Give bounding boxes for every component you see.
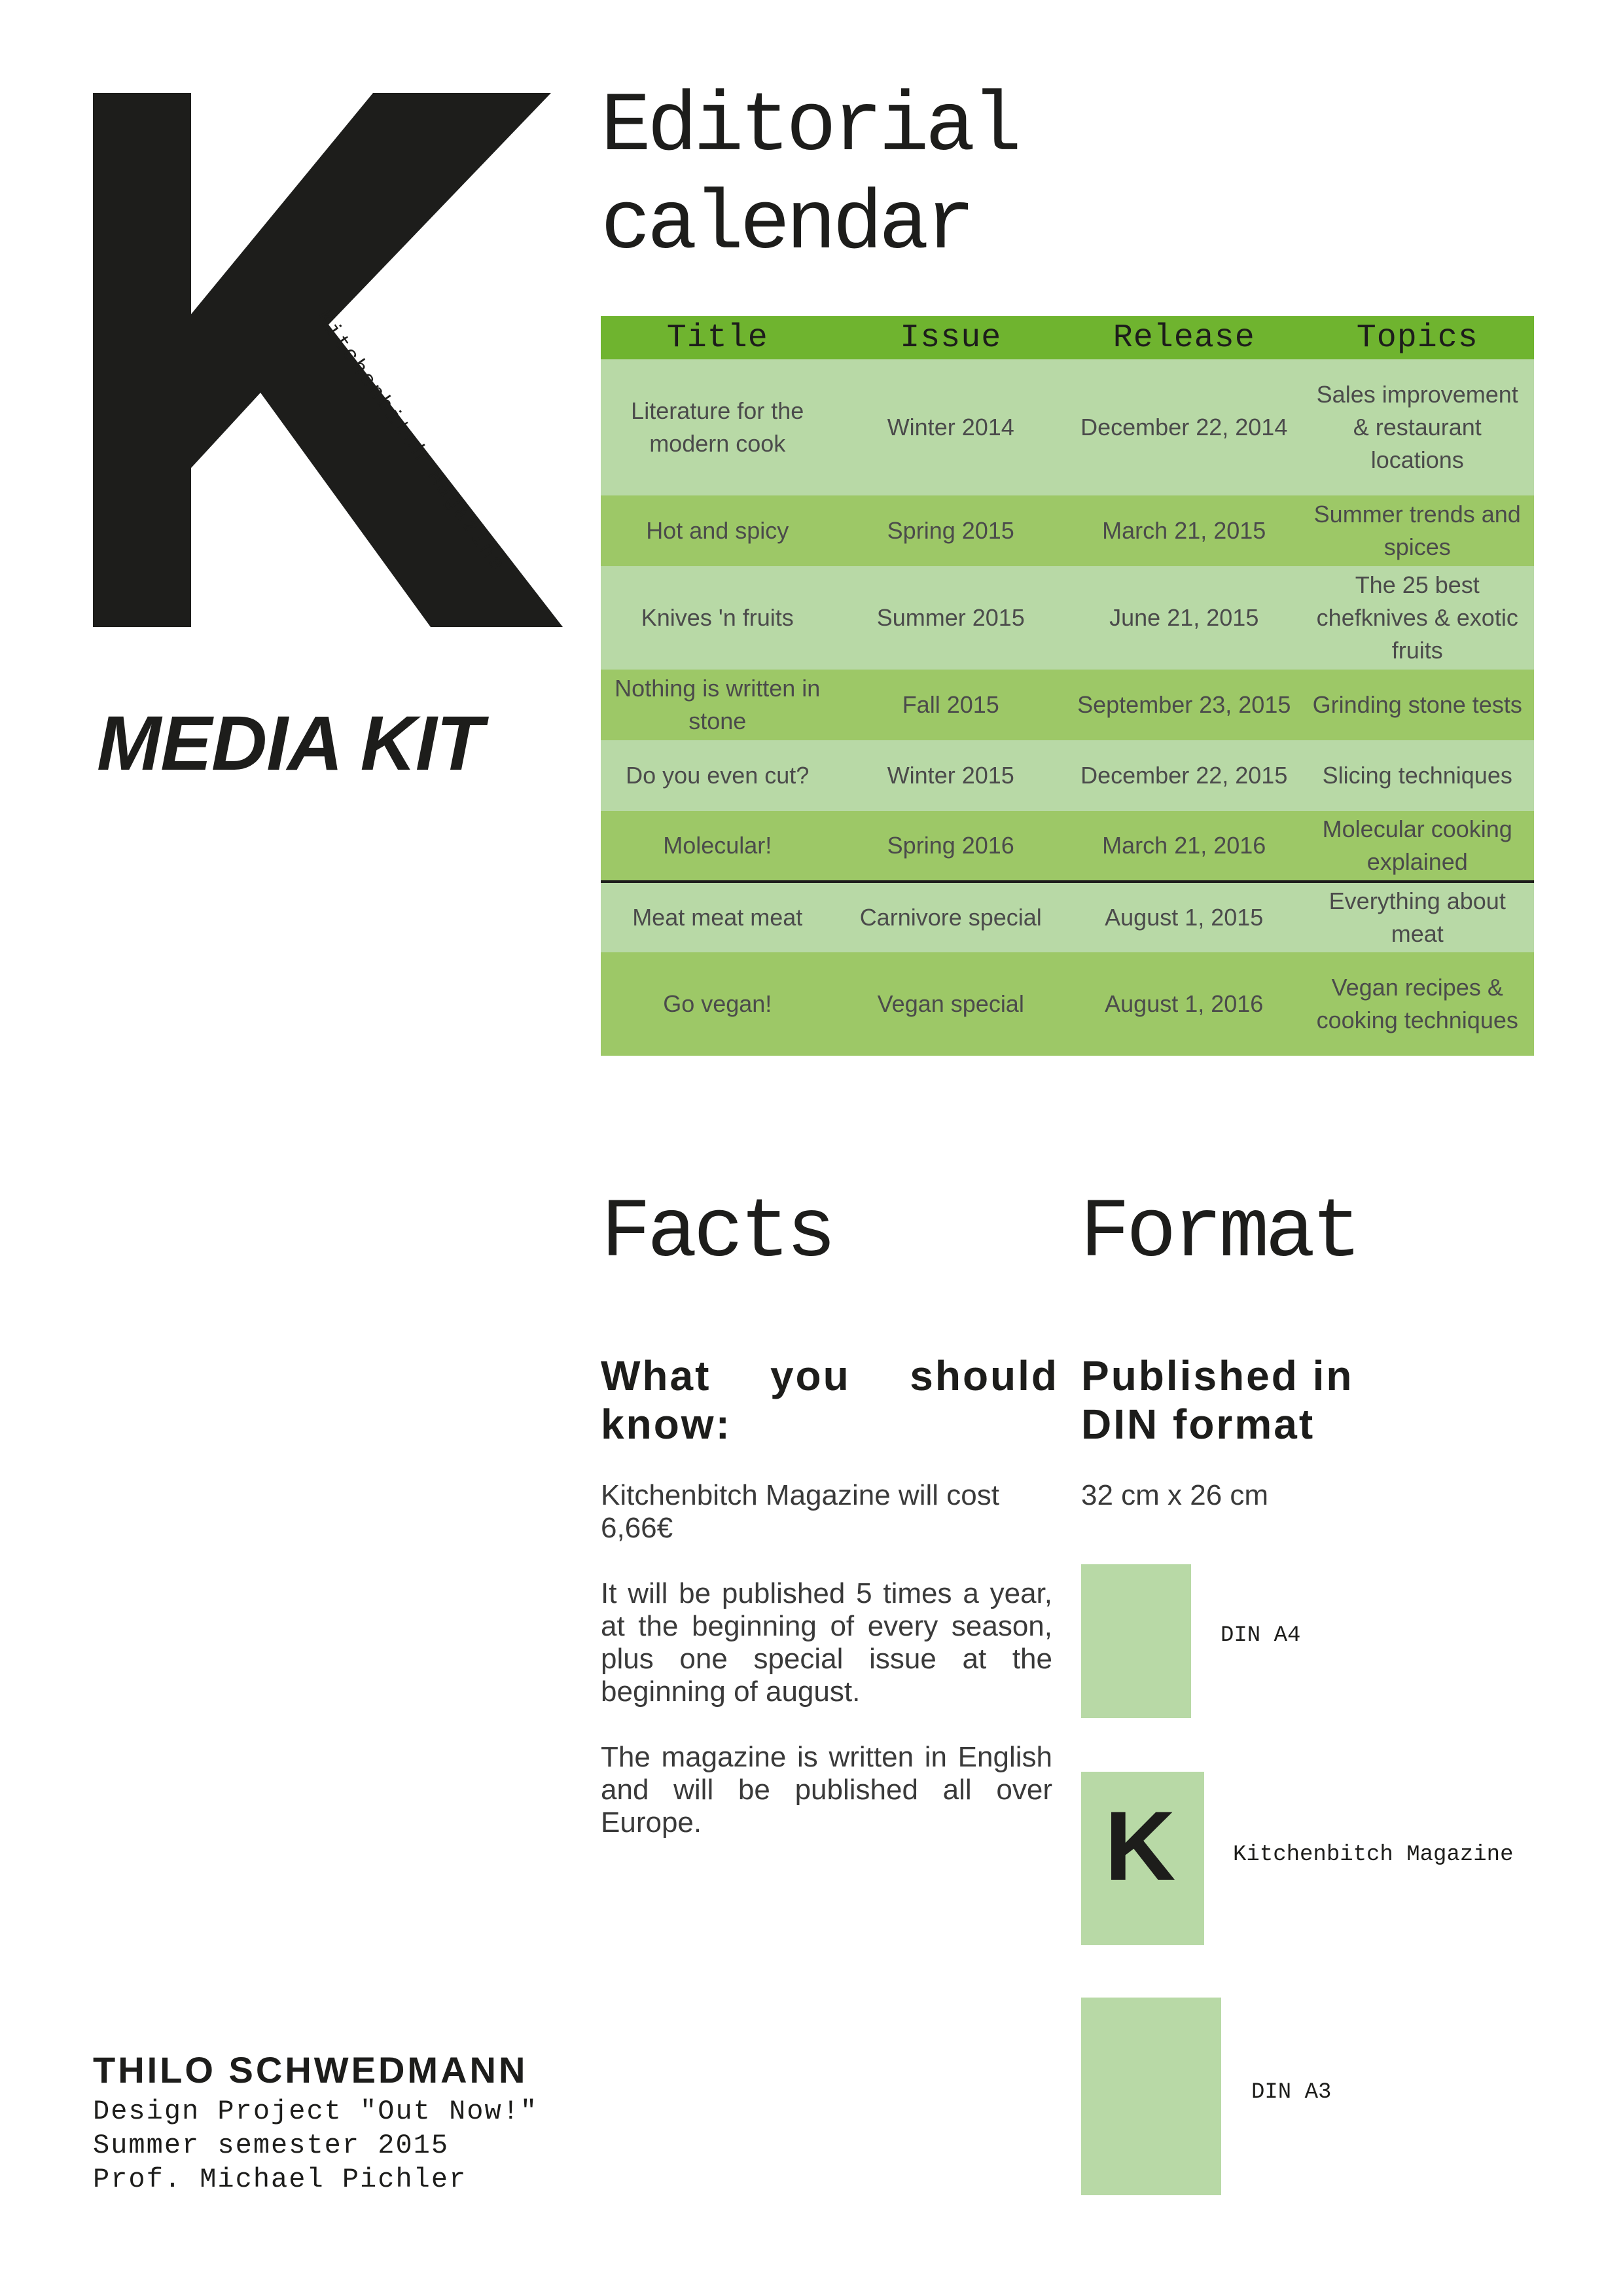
- table-row: [601, 670, 1534, 740]
- cell-topics: Everything about meat: [1301, 882, 1535, 952]
- cell-release: August 1, 2016: [1067, 952, 1301, 1056]
- cell-topics: Molecular cooking explained: [1301, 811, 1535, 882]
- facts-paragraph-schedule: It will be published 5 times a year, at the beginning of every season, plus one special issue at the beginning of august.: [601, 1577, 1052, 1708]
- table-row: [601, 811, 1534, 882]
- cell-topics: The 25 best chefknives & exotic fruits: [1301, 566, 1535, 670]
- cell-title: Literature for the modern cook: [601, 359, 834, 495]
- credit-semester: Summer semester 2015: [93, 2130, 450, 2161]
- cell-release: September 23, 2015: [1067, 670, 1301, 740]
- author-name: THILO SCHWEDMANN: [93, 2049, 528, 2090]
- editorial-calendar-table: [601, 316, 1534, 1056]
- cell-topics: Summer trends and spices: [1301, 495, 1535, 566]
- format-subheading-line2: DIN format: [1081, 1401, 1315, 1448]
- magazine-format-label: Kitchenbitch Magazine: [1233, 1842, 1514, 1867]
- din-a4-label: DIN A4: [1221, 1623, 1301, 1648]
- column-header-issue: Issue: [834, 316, 1068, 359]
- cell-title: Hot and spicy: [601, 495, 834, 566]
- cell-topics: Vegan recipes & cooking techniques: [1301, 952, 1535, 1056]
- facts-subheading-line2: know:: [601, 1401, 732, 1448]
- cell-release: March 21, 2015: [1067, 495, 1301, 566]
- cell-topics: Grinding stone tests: [1301, 670, 1535, 740]
- editorial-calendar-heading: [601, 79, 1018, 275]
- format-subheading: [1081, 1352, 1539, 1448]
- cell-title: Meat meat meat: [601, 882, 834, 952]
- table-row: [601, 495, 1534, 566]
- facts-subheading-line1: What you should: [601, 1352, 1059, 1399]
- cell-issue: Carnivore special: [834, 882, 1068, 952]
- cell-release: August 1, 2015: [1067, 882, 1301, 952]
- column-header-topics: Topics: [1301, 316, 1535, 359]
- credit-professor: Prof. Michael Pichler: [93, 2164, 467, 2195]
- media-kit-title: MEDIA KIT: [97, 700, 483, 787]
- cell-issue: Vegan special: [834, 952, 1068, 1056]
- cell-issue: Spring 2015: [834, 495, 1068, 566]
- column-header-release: Release: [1067, 316, 1301, 359]
- din-a3-label: DIN A3: [1251, 2080, 1332, 2105]
- facts-paragraph-language: The magazine is written in English and will be published all over Europe.: [601, 1741, 1052, 1839]
- logo-tagline: Kitchenbitch Magazine: [310, 306, 510, 577]
- cell-issue: Spring 2016: [834, 811, 1068, 882]
- table-row: [601, 740, 1534, 811]
- din-a3-swatch: [1081, 1998, 1221, 2195]
- cell-title: Go vegan!: [601, 952, 834, 1056]
- facts-subheading: [601, 1352, 1059, 1448]
- credit-project: Design Project "Out Now!": [93, 2096, 539, 2127]
- table-row: [601, 566, 1534, 670]
- credits-block: [93, 2094, 538, 2197]
- cell-topics: Sales improvement & restaurant locations: [1301, 359, 1535, 495]
- cell-title: Knives 'n fruits: [601, 566, 834, 670]
- cell-issue: Winter 2014: [834, 359, 1068, 495]
- cell-title: Molecular!: [601, 811, 834, 882]
- editorial-heading-line2: calendar: [601, 178, 972, 273]
- facts-paragraph-price: Kitchenbitch Magazine will cost 6,66€: [601, 1479, 999, 1544]
- cell-release: June 21, 2015: [1067, 566, 1301, 670]
- format-subheading-line1: Published in: [1081, 1352, 1354, 1399]
- facts-heading: Facts: [601, 1186, 833, 1281]
- cell-issue: Winter 2015: [834, 740, 1068, 811]
- cell-title: Nothing is written in stone: [601, 670, 834, 740]
- magazine-k-logo: K: [1105, 1791, 1176, 1901]
- cell-release: December 22, 2014: [1067, 359, 1301, 495]
- cell-release: December 22, 2015: [1067, 740, 1301, 811]
- editorial-heading-line1: Editorial: [601, 80, 1018, 175]
- table-row: [601, 882, 1534, 952]
- format-size: 32 cm x 26 cm: [1081, 1479, 1269, 1511]
- din-a4-swatch: [1081, 1564, 1191, 1718]
- format-heading: Format: [1080, 1186, 1358, 1281]
- cell-topics: Slicing techniques: [1301, 740, 1535, 811]
- column-header-title: Title: [601, 316, 834, 359]
- cell-issue: Summer 2015: [834, 566, 1068, 670]
- facts-body: [601, 1479, 1052, 1872]
- table-row: [601, 359, 1534, 495]
- cell-release: March 21, 2016: [1067, 811, 1301, 882]
- cell-issue: Fall 2015: [834, 670, 1068, 740]
- table-row: [601, 952, 1534, 1056]
- table-header-row: [601, 316, 1534, 359]
- cell-title: Do you even cut?: [601, 740, 834, 811]
